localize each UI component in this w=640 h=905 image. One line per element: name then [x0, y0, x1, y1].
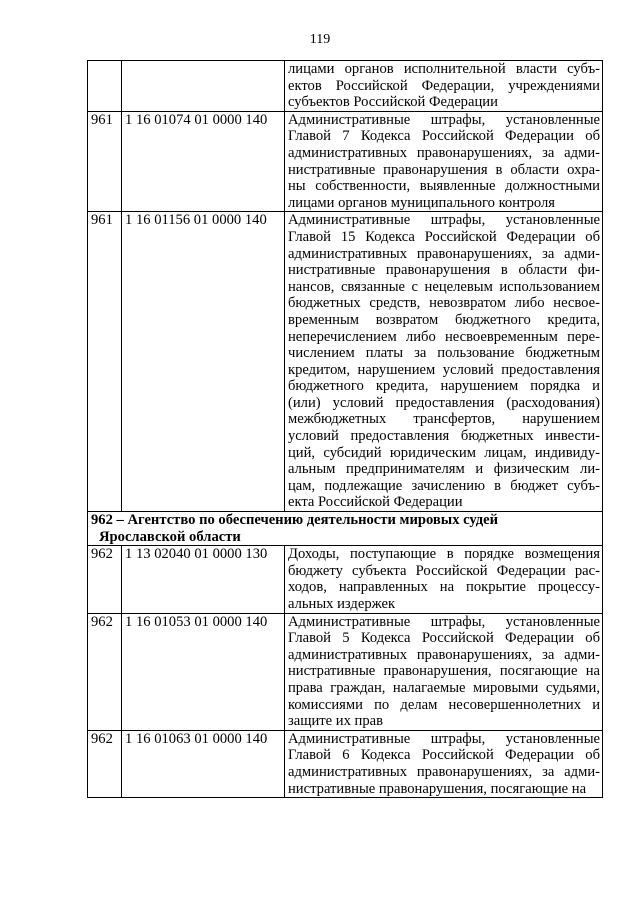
description-line: комиссиями по делам несовершеннолетних и	[288, 696, 600, 713]
description-line: права граждан, налагаемые мировыми судьями,	[288, 679, 600, 696]
description-line: кредитом, нарушением условий предоставления	[288, 361, 600, 378]
section-title	[88, 512, 603, 546]
revenue-code-cell: 1 16 01063 01 0000 140	[122, 730, 285, 797]
revenue-code-cell: 1 16 01156 01 0000 140	[122, 212, 285, 512]
description-line: Административные штрафы, установленные	[288, 613, 600, 630]
description-line: лицами органов муниципального контроля	[288, 194, 555, 211]
description-line: Административные штрафы, установленные	[288, 730, 600, 747]
table-row	[88, 730, 603, 797]
description-line: ны собственности, выявленные должностными	[288, 178, 600, 195]
page-number: 119	[309, 32, 331, 47]
revenue-codes-table	[87, 60, 603, 798]
description-line: нансов, связанные с нецелевым использованием	[288, 278, 600, 295]
description-line: нистративные правонарушения, посягающие на	[288, 780, 587, 797]
description-line: нистративные правонарушения в области охра-	[288, 161, 600, 178]
description-line: ектов Российской Федерации, учреждениями	[288, 77, 600, 94]
section-title-line: Ярославской области	[99, 528, 241, 545]
description-line: административных правонарушениях, за адми-	[288, 144, 600, 161]
administrator-code-cell: 961	[88, 111, 122, 212]
description-line: лицами органов исполнительной власти субъ-	[288, 61, 600, 77]
revenue-code-cell: 1 16 01053 01 0000 140	[122, 613, 285, 730]
description-line: (или) условий предоставления (расходования)	[288, 394, 600, 411]
revenue-code-cell: 1 13 02040 01 0000 130	[122, 546, 285, 613]
description-line: ций, субсидий юридическим лицам, индивиду-	[288, 444, 600, 461]
administrator-code-cell	[88, 61, 122, 112]
description-cell	[285, 546, 603, 613]
description-line: административных правонарушениях, за адми-	[288, 245, 600, 262]
table-row	[88, 61, 603, 112]
description-line: Главой 6 Кодекса Российской Федерации об	[288, 747, 600, 764]
description-line: неперечислением либо несвоевременным пере-	[288, 328, 600, 345]
description-line: бюджету субъекта Российской Федерации рас-	[288, 562, 600, 579]
revenue-code-cell	[122, 61, 285, 112]
table-row	[88, 212, 603, 512]
description-line: Доходы, поступающие в порядке возмещения	[288, 546, 600, 563]
table-row	[88, 111, 603, 212]
description-line: нистративные правонарушения в области фи-	[288, 262, 600, 279]
administrator-code-cell: 961	[88, 212, 122, 512]
description-cell	[285, 730, 603, 797]
section-title-line: 962 – Агентство по обеспечению деятельности мировых судей	[91, 512, 499, 529]
description-line: административных правонарушениях, за адми-	[288, 763, 600, 780]
section-header-row	[88, 512, 603, 546]
description-line: временным возвратом бюджетного кредита,	[288, 311, 600, 328]
administrator-code-cell: 962	[88, 613, 122, 730]
description-cell	[285, 212, 603, 512]
description-line: Главой 5 Кодекса Российской Федерации об	[288, 630, 600, 647]
table-body	[88, 61, 603, 798]
description-line: Административные штрафы, установленные	[288, 212, 600, 229]
description-line: числением платы за пользование бюджетным	[288, 345, 600, 362]
table-row	[88, 613, 603, 730]
description-cell	[285, 613, 603, 730]
description-cell	[285, 111, 603, 212]
description-line: защите их прав	[288, 713, 384, 730]
table-row	[88, 546, 603, 613]
description-line: альных издержек	[288, 596, 396, 612]
description-line: межбюджетных трансфертов, нарушением	[288, 411, 600, 428]
description-line: бюджетных средств, невозвратом либо несвое-	[288, 295, 600, 312]
revenue-code-cell: 1 16 01074 01 0000 140	[122, 111, 285, 212]
description-line: цам, подлежащие зачислению в бюджет субъ-	[288, 477, 600, 494]
description-line: екта Российской Федерации	[288, 494, 463, 511]
description-line: субъектов Российской Федерации	[288, 94, 498, 111]
description-line: Главой 7 Кодекса Российской Федерации об	[288, 128, 600, 145]
administrator-code-cell: 962	[88, 546, 122, 613]
description-line: нистративные правонарушения, посягающие на	[288, 663, 600, 680]
description-line: Административные штрафы, установленные	[288, 111, 600, 128]
description-line: альным предпринимателям и физическим ли-	[288, 461, 600, 478]
description-line: ходов, направленных на покрытие процессу-	[288, 579, 600, 596]
description-line: бюджетного кредита, нарушением порядка и	[288, 378, 600, 395]
description-line: Главой 15 Кодекса Российской Федерации об	[288, 228, 600, 245]
administrator-code-cell: 962	[88, 730, 122, 797]
description-line: условий предоставления бюджетных инвести-	[288, 428, 600, 445]
description-cell	[285, 61, 603, 112]
description-line: административных правонарушениях, за адми-	[288, 646, 600, 663]
